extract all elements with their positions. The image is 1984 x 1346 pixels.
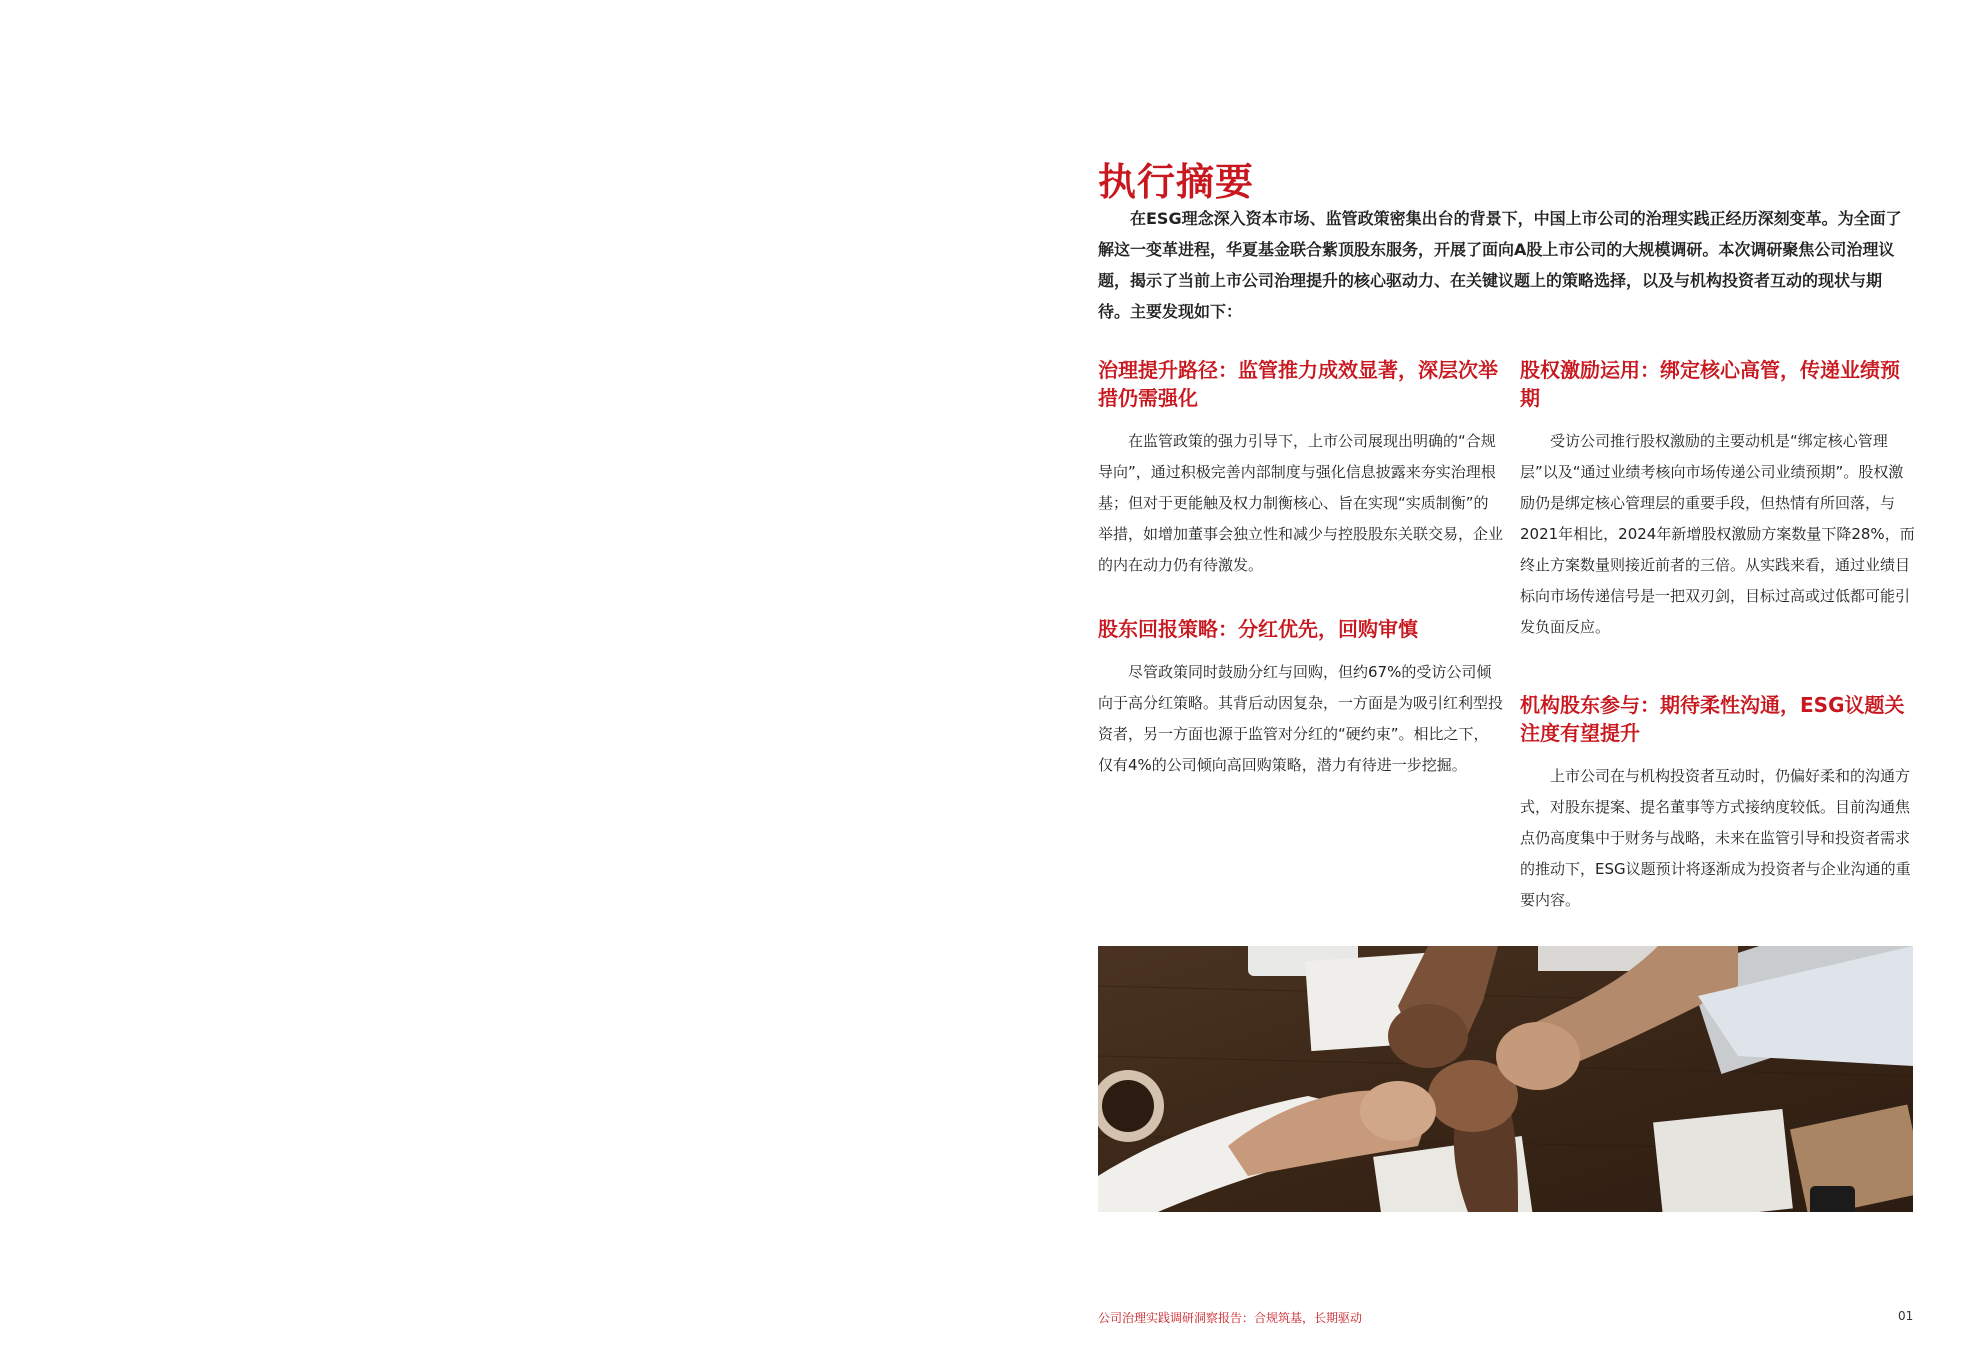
section-body: 受访公司推行股权激励的主要动机是“绑定核心管理层”以及“通过业绩考核向市场传递公司业绩预期”。股权激励仍是绑定核心管理层的重要手段，但热情有所回落，与2021年相比，2024年新增股权激励方案数量下降28%，而终止方案数量则接近前者的三倍。从实践来看，通过业绩目标向市场传递信号是一把双刃剑，目标过高或过低都可能引发负面反应。 [1520,432,1915,636]
page-number: 01 [1898,1309,1914,1323]
section-heading: 治理提升路径：监管推力成效显著，深层次举措仍需强化 [1098,358,1498,410]
footer-report-title: 公司治理实践调研洞察报告：合规筑基，长期驱动 [1098,1311,1363,1325]
section-heading: 股东回报策略：分红优先，回购审慎 [1098,617,1418,641]
section-heading: 股权激励运用：绑定核心高管，传递业绩预期 [1520,358,1900,410]
left-column [1098,356,1503,815]
page-title: 执行摘要 [1098,160,1255,205]
section-body: 在监管政策的强力引导下，上市公司展现出明确的“合规导向”，通过积极完善内部制度与强化信息披露来夯实治理根基；但对于更能触及权力制衡核心、旨在实现“实质制衡”的举措，如增加董事会独立性和减少与控股股东关联交易，企业的内在动力仍有待激发。 [1098,432,1504,574]
right-column [1520,356,1915,964]
section-shareholder-return [1098,615,1503,781]
section-body: 上市公司在与机构投资者互动时，仍偏好柔和的沟通方式，对股东提案、提名董事等方式接纳度较低。目前沟通焦点仍高度集中于财务与战略，未来在监管引导和投资者需求的推动下，ESG议题预计将逐渐成为投资者与企业沟通的重要内容。 [1520,767,1911,909]
section-governance [1098,356,1503,581]
intro-paragraph: 在ESG理念深入资本市场、监管政策密集出台的背景下，中国上市公司的治理实践正经历深刻变革。为全面了解这一变革进程，华夏基金联合紫顶股东服务，开展了面向A股上市公司的大规模调研。本次调研聚焦公司治理议题，揭示了当前上市公司治理提升的核心驱动力、在关键议题上的策略选择，以及与机构投资者互动的现状与期待。主要发现如下： [1098,209,1902,321]
section-equity-incentive [1520,356,1915,643]
section-institutional-engagement [1520,691,1915,916]
photo-illustration [1098,946,1913,1212]
section-body: 尽管政策同时鼓励分红与回购，但约67%的受访公司倾向于高分红策略。其背后动因复杂，一方面是为吸引红利型投资者，另一方面也源于监管对分红的“硬约束”。相比之下，仅有4%的公司倾向高回购策略，潜力有待进一步挖掘。 [1098,663,1504,774]
teamwork-fist-bump-photo [1098,946,1913,1212]
section-heading: 机构股东参与：期待柔性沟通，ESG议题关注度有望提升 [1520,693,1905,745]
